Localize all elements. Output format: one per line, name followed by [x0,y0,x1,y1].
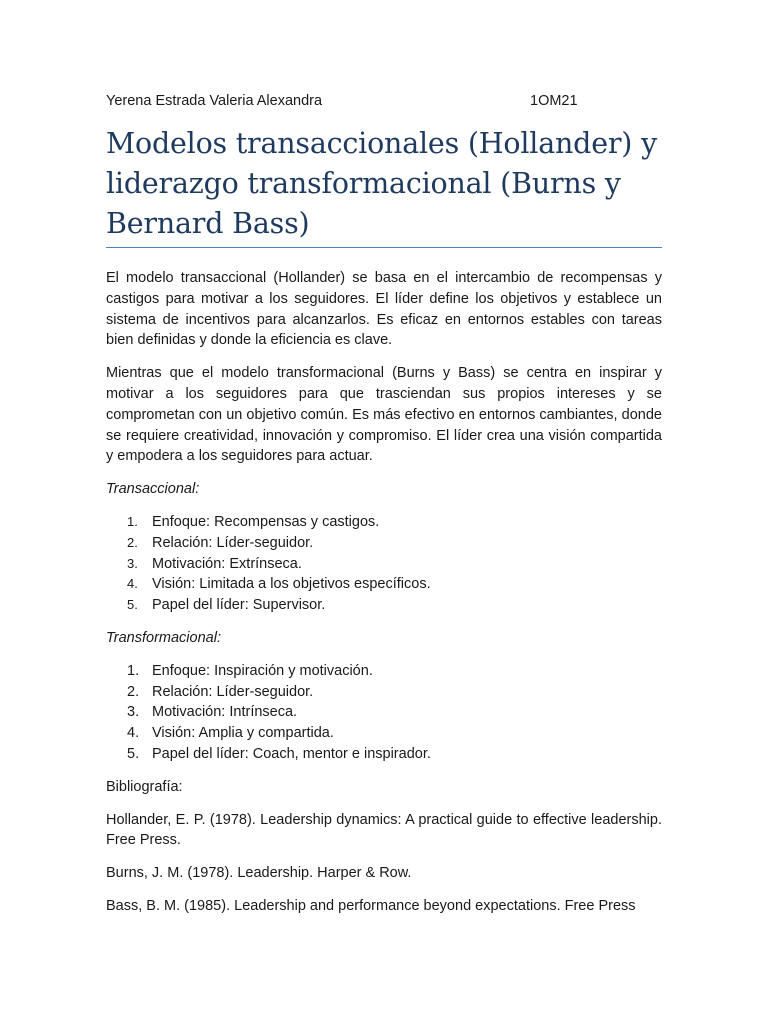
transaccional-list [106,512,662,616]
paragraph-transaccional: El modelo transaccional (Hollander) se basa en el intercambio de recompensas y castigos para motivar a los seguidores. El líder define los objetivos y establece un sistema de incentivos para alcanzarlos. Es eficaz en entornos estables con tareas bien definidas y donde la eficiencia es clave. [106,270,662,349]
list-number: 3. [127,555,138,571]
list-item-text: Motivación: Intrínseca. [152,704,298,721]
list-item [106,574,662,595]
author-name: Yerena Estrada Valeria Alexandra [106,93,323,109]
list-item-text: Visión: Amplia y compartida. [152,725,334,742]
list-item [106,723,662,744]
transaccional-heading: Transaccional: [106,481,200,498]
list-number: 4. [127,576,138,592]
list-number: 1. [127,513,138,529]
reference-bass: Bass, B. M. (1985). Leadership and performance beyond expectations. Free Press [106,897,636,914]
title-underline [106,247,662,248]
list-item [106,661,662,682]
paragraph-transformacional: Mientras que el modelo transformacional (Burns y Bass) se centra en inspirar y motivar a los seguidores para que trasciendan sus propios intereses y se comprometan con un objetivo común. Es más efectivo en entornos cambiantes, donde se requiere creatividad, innovación y compromiso. El líder crea una visión compartida y empodera a los seguidores para actuar. [106,365,662,465]
list-item-text: Papel del líder: Supervisor. [152,597,326,614]
transformacional-list [106,661,662,765]
list-item [106,512,662,533]
document-header [106,91,586,111]
list-item [106,682,662,703]
list-item [106,533,662,554]
transformacional-heading: Transformacional: [106,629,221,646]
list-item-text: Papel del líder: Coach, mentor e inspirador. [152,745,431,762]
list-number: 3. [127,704,140,721]
list-item-text: Enfoque: Recompensas y castigos. [152,513,380,530]
list-item-text: Visión: Limitada a los objetivos específicos. [152,576,431,593]
reference-burns: Burns, J. M. (1978). Leadership. Harper & Row. [106,865,412,882]
list-number: 1. [127,662,140,679]
list-number: 2. [127,683,140,700]
list-item-text: Relación: Líder-seguidor. [152,534,314,551]
list-item [106,554,662,575]
list-item-text: Enfoque: Inspiración y motivación. [152,662,373,679]
list-number: 5. [127,745,140,762]
group-code: 1OM21 [530,93,578,109]
list-item [106,744,662,765]
list-number: 2. [127,534,138,550]
list-item [106,702,662,723]
list-number: 5. [127,597,138,613]
bibliography-heading: Bibliografía: [106,778,183,795]
list-item-text: Relación: Líder-seguidor. [152,683,314,700]
list-item-text: Motivación: Extrínseca. [152,555,302,572]
list-number: 4. [127,725,140,742]
document-body [106,268,662,929]
reference-hollander: Hollander, E. P. (1978). Leadership dynamics: A practical guide to effective leadership. Free Press. [106,811,662,849]
document-title: Modelos transaccionales (Hollander) y liderazgo transformacional (Burns y Bernard Bass) [106,127,657,240]
list-item [106,595,662,616]
